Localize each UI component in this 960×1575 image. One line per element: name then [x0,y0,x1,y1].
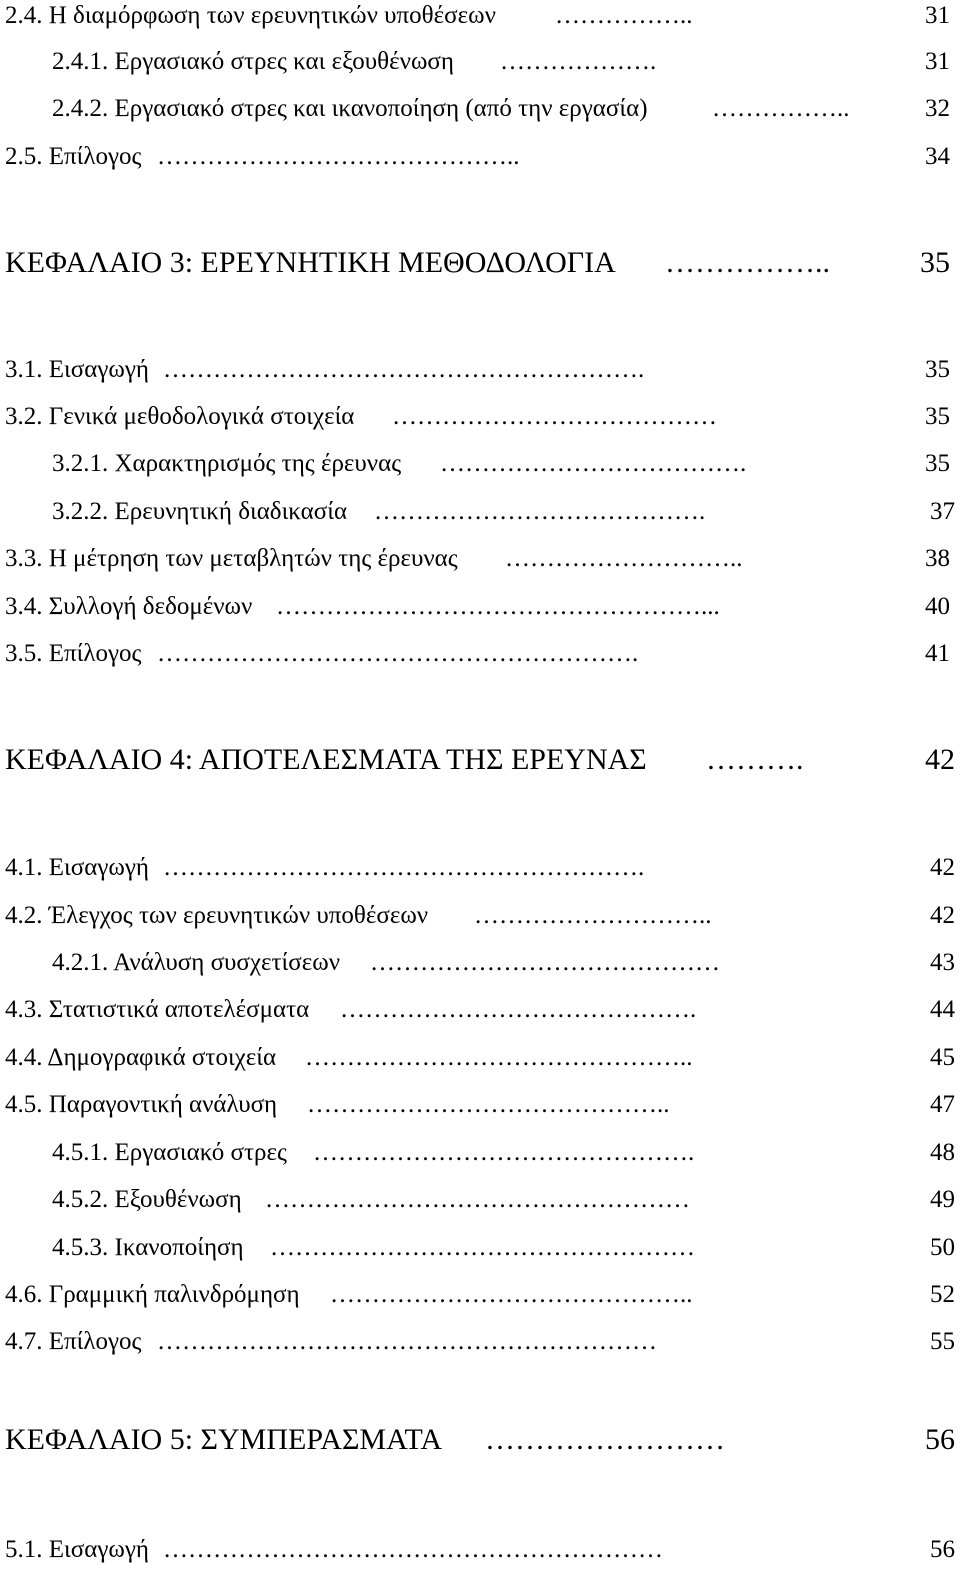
toc-leader: ……………………………………. [340,996,697,1023]
toc-page-number: 43 [930,949,955,976]
toc-entry-title: 4.7. Επίλογος [5,1328,142,1355]
toc-entry-title: 2.4.2. Εργασιακό στρες και ικανοποίηση (από την εργασία) [52,95,648,122]
toc-entry[interactable] [0,634,960,674]
toc-page-number: 41 [925,640,950,667]
toc-entry[interactable] [0,990,960,1030]
toc-entry[interactable] [0,1038,960,1078]
toc-entry-title: 5.1. Εισαγωγή [5,1536,149,1563]
toc-leader: …………………… [485,1423,725,1456]
toc-entry-title: 4.2. Έλεγχος των ερευνητικών υποθέσεων [5,902,429,929]
toc-entry-title: 3.1. Εισαγωγή [5,356,149,383]
toc-entry[interactable] [0,1133,960,1173]
toc-page-number: 42 [930,854,955,881]
toc-leader: …………………………………. [374,498,706,525]
toc-entry[interactable] [0,1085,960,1125]
toc-leader: …………………………………… [370,949,720,976]
toc-entry[interactable] [0,848,960,888]
toc-entry-title: 4.5.2. Εξουθένωση [52,1186,242,1213]
toc-page-number: 42 [930,902,955,929]
toc-entry-title: 4.5. Παραγοντική ανάλυση [5,1091,278,1118]
toc-leader: …………………………………………………. [157,640,639,667]
toc-leader: …………………………………………………. [163,356,645,383]
toc-page-number: 47 [930,1091,955,1118]
toc-page-number: 44 [930,996,955,1023]
toc-chapter-title: ΚΕΦΑΛΑΙΟ 5: ΣΥΜΠΕΡΑΣΜΑΤΑ [5,1423,443,1456]
toc-leader: …………….. [712,95,850,122]
toc-entry[interactable] [0,444,960,484]
toc-page-number: 37 [930,498,955,525]
toc-entry[interactable] [0,896,960,936]
toc-leader: ……………………………………………... [276,593,720,620]
toc-leader: …………………………………………………… [157,1328,657,1355]
toc-leader: ………. [706,743,804,776]
toc-page-number: 56 [925,1423,955,1456]
toc-entry-title: 3.2.2. Ερευνητική διαδικασία [52,498,348,525]
toc-page-number: 31 [925,2,950,29]
toc-entry-title: 4.4. Δημογραφικά στοιχεία [5,1044,277,1071]
toc-entry-title: 4.6. Γραμμική παλινδρόμηση [5,1281,300,1308]
toc-entry-title: 4.1. Εισαγωγή [5,854,149,881]
toc-leader: …………………………………………………… [163,1536,663,1563]
toc-entry[interactable] [0,1275,960,1315]
toc-entry[interactable] [0,350,960,390]
toc-chapter-entry[interactable] [0,740,960,780]
toc-chapter-entry[interactable] [0,1420,960,1460]
toc-entry-title: 3.4. Συλλογή δεδομένων [5,593,253,620]
toc-page-number: 34 [925,143,950,170]
toc-page-number: 45 [930,1044,955,1071]
toc-entry-title: 2.4. Η διαμόρφωση των ερευνητικών υποθέσεων [5,2,496,29]
toc-chapter-title: ΚΕΦΑΛΑΙΟ 3: ΕΡΕΥΝΗΤΙΚΗ ΜΕΘΟΔΟΛΟΓΙΑ [5,246,616,279]
toc-chapter-entry[interactable] [0,243,960,283]
toc-entry-title: 3.2.1. Χαρακτηρισμός της έρευνας [52,450,402,477]
toc-entry-title: 4.3. Στατιστικά αποτελέσματα [5,996,310,1023]
toc-leader: ………………………………… [392,403,717,430]
toc-leader: …………….. [555,2,693,29]
toc-entry[interactable] [0,42,960,82]
toc-page-number: 35 [920,246,950,279]
toc-entry-title: 3.2. Γενικά μεθοδολογικά στοιχεία [5,403,355,430]
toc-entry-title: 4.5.1. Εργασιακό στρες [52,1139,287,1166]
toc-chapter-title: ΚΕΦΑΛΑΙΟ 4: ΑΠΟΤΕΛΕΣΜΑΤΑ ΤΗΣ ΕΡΕΥΝΑΣ [5,743,647,776]
toc-entry-title: 3.5. Επίλογος [5,640,142,667]
toc-page-number: 50 [930,1234,955,1261]
toc-entry[interactable] [0,587,960,627]
toc-page-number: 52 [930,1281,955,1308]
toc-entry[interactable] [0,1180,960,1220]
toc-entry[interactable] [0,137,960,177]
toc-entry[interactable] [0,1530,960,1570]
toc-leader: ……………………….. [474,902,712,929]
toc-page-number: 40 [925,593,950,620]
toc-entry[interactable] [0,943,960,983]
toc-entry[interactable] [0,0,960,36]
toc-leader: …………………………………………… [265,1186,690,1213]
toc-leader: …………………………………………… [270,1234,695,1261]
toc-page-number: 35 [925,450,950,477]
toc-leader: ………………. [500,48,657,75]
toc-leader: ……………………………………….. [305,1044,693,1071]
toc-leader: …………….. [665,246,830,279]
toc-leader: ………………………………………. [313,1139,695,1166]
toc-entry[interactable] [0,1228,960,1268]
toc-leader: …………………………………………………. [163,854,645,881]
toc-page-number: 49 [930,1186,955,1213]
toc-page-number: 56 [930,1536,955,1563]
toc-page-number: 35 [925,403,950,430]
toc-entry-title: 3.3. Η μέτρηση των μεταβλητών της έρευνας [5,545,458,572]
toc-page-number: 32 [925,95,950,122]
toc-page-number: 35 [925,356,950,383]
toc-entry[interactable] [0,397,960,437]
toc-entry[interactable] [0,539,960,579]
toc-leader: …………………………………….. [307,1091,670,1118]
toc-leader: …………………………………….. [157,143,520,170]
toc-leader: ………………………………. [440,450,747,477]
toc-leader: ……………………….. [505,545,743,572]
toc-page-number: 48 [930,1139,955,1166]
toc-leader: …………………………………….. [330,1281,693,1308]
toc-entry-title: 4.2.1. Ανάλυση συσχετίσεων [52,949,341,976]
toc-entry[interactable] [0,1322,960,1362]
toc-page-number: 42 [925,743,955,776]
toc-entry-title: 4.5.3. Ικανοποίηση [52,1234,244,1261]
toc-entry[interactable] [0,89,960,129]
toc-entry-title: 2.4.1. Εργασιακό στρες και εξουθένωση [52,48,454,75]
toc-page-number: 31 [925,48,950,75]
toc-entry-title: 2.5. Επίλογος [5,143,142,170]
toc-page-number: 55 [930,1328,955,1355]
toc-entry[interactable] [0,492,960,532]
toc-page-number: 38 [925,545,950,572]
